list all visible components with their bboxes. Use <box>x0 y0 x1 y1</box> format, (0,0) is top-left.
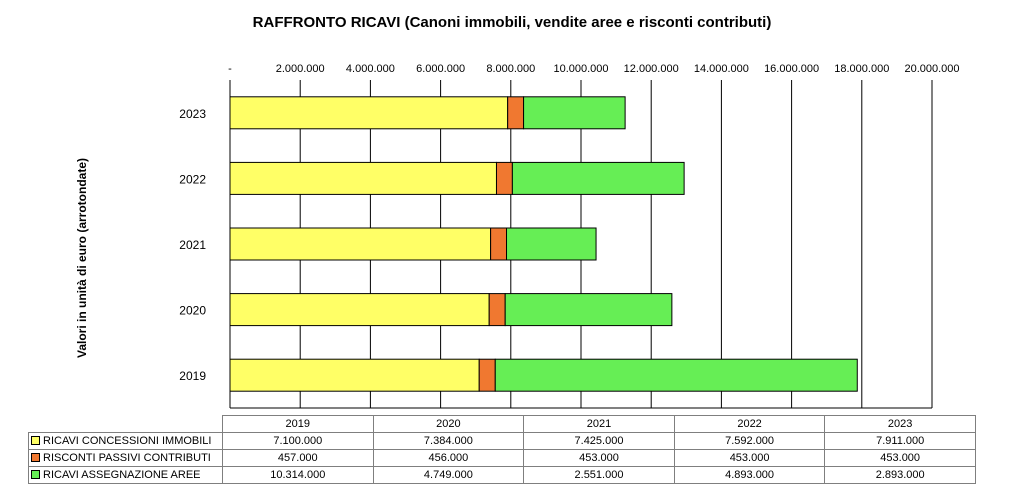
bar-segment <box>496 162 512 194</box>
x-tick-label: 4.000.000 <box>345 63 395 75</box>
legend-label: RICAVI CONCESSIONI IMMOBILI <box>43 435 212 447</box>
legend-swatch <box>31 470 40 479</box>
x-tick-label: 18.000.000 <box>834 63 890 75</box>
table-cell: 457.000 <box>223 450 374 467</box>
bar-segment <box>512 162 684 194</box>
legend-label: RICAVI ASSEGNAZIONE AREE <box>43 469 201 481</box>
table-column-header: 2022 <box>674 416 825 433</box>
chart-title: RAFFRONTO RICAVI (Canoni immobili, vendite aree e risconti contributi) <box>252 14 772 31</box>
table-cell: 456.000 <box>373 450 524 467</box>
table-cell: 453.000 <box>674 450 825 467</box>
y-tick-label: 2021 <box>179 238 206 252</box>
table-corner <box>29 416 223 433</box>
table-cell: 10.314.000 <box>223 467 374 484</box>
table-header-row <box>29 416 976 433</box>
table-cell: 7.425.000 <box>524 433 675 450</box>
legend-entry <box>29 433 223 450</box>
x-tick-label: 14.000.000 <box>693 63 749 75</box>
bar-segment <box>524 97 626 129</box>
table-cell: 2.551.000 <box>524 467 675 484</box>
table-cell: 4.749.000 <box>373 467 524 484</box>
x-tick-label: 10.000.000 <box>553 63 609 75</box>
table-cell: 7.911.000 <box>825 433 976 450</box>
legend-swatch <box>31 436 40 445</box>
y-tick-label: 2019 <box>179 369 206 384</box>
x-tick-label: 2.000.000 <box>275 63 325 75</box>
bar-segment <box>230 97 508 129</box>
bar-segment <box>230 228 491 260</box>
table-cell: 453.000 <box>524 450 675 467</box>
table-cell: 2.893.000 <box>825 467 976 484</box>
table-cell: 4.893.000 <box>674 467 825 484</box>
x-tick-label: 16.000.000 <box>764 63 820 75</box>
bar-segment <box>230 294 489 326</box>
table-cell: 7.100.000 <box>223 433 374 450</box>
bar-segment <box>495 359 857 391</box>
y-tick-label: 2020 <box>179 303 206 318</box>
table-cell: 7.592.000 <box>674 433 825 450</box>
x-tick-label: 8.000.000 <box>486 63 536 75</box>
table-cell: 453.000 <box>825 450 976 467</box>
bar-segment <box>491 228 507 260</box>
table-cell: 7.384.000 <box>373 433 524 450</box>
y-axis-label: Valori in unità di euro (arrotondate) <box>75 157 89 359</box>
bar-segment <box>508 97 524 129</box>
y-tick-label: 2023 <box>179 106 206 121</box>
table-row <box>29 433 976 450</box>
legend-swatch <box>31 453 40 462</box>
x-tick-label: - <box>228 63 232 75</box>
table-column-header: 2021 <box>524 416 675 433</box>
x-tick-label: 6.000.000 <box>416 63 466 75</box>
bar-segment <box>505 294 672 326</box>
table-column-header: 2019 <box>223 416 374 433</box>
bar-segment <box>230 162 496 194</box>
table-row <box>29 450 976 467</box>
table-row <box>29 467 976 484</box>
x-tick-label: 12.000.000 <box>623 63 679 75</box>
x-tick-label: 20.000.000 <box>904 63 960 75</box>
bar-segment <box>230 359 479 391</box>
table-column-header: 2023 <box>825 416 976 433</box>
bar-segment <box>489 294 505 326</box>
table-column-header: 2020 <box>373 416 524 433</box>
bar-segment <box>507 228 597 260</box>
legend-entry <box>29 467 223 484</box>
bar-segment <box>479 359 495 391</box>
data-table <box>28 415 976 484</box>
y-tick-label: 2022 <box>179 172 206 187</box>
legend-label: RISCONTI PASSIVI CONTRIBUTI <box>43 452 211 464</box>
legend-entry <box>29 450 223 467</box>
